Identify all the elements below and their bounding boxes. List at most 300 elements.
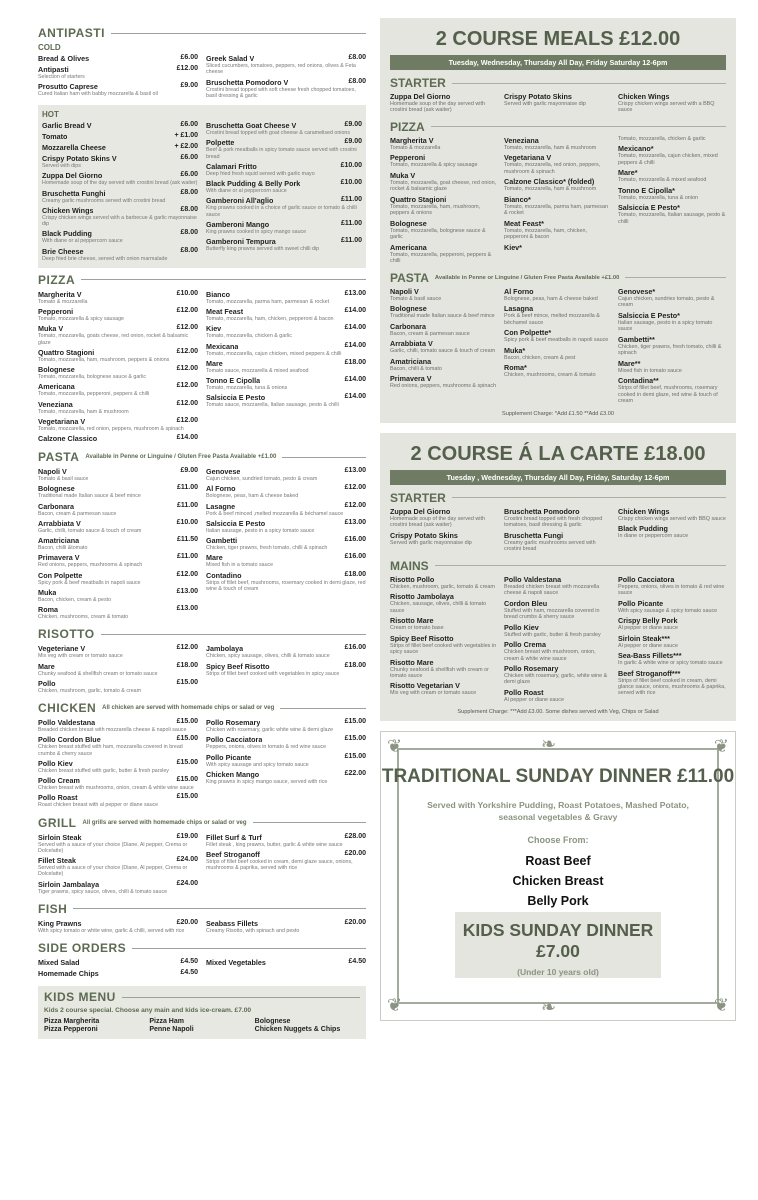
olive-branch-icon: ❦	[713, 736, 729, 757]
item-description: Served with a sauce of your choice (Diane, Al pepper, Crema or Dolcelatte)	[38, 865, 188, 878]
item-name: Bianco	[206, 289, 230, 299]
menu-item	[42, 206, 198, 228]
item-description: Creamy Risotto, with spinach and pesto	[206, 927, 300, 934]
item-name: Brie Cheese	[42, 246, 84, 256]
fish-section	[38, 902, 366, 936]
item-price: £10.00	[176, 518, 198, 526]
menu-item-row	[206, 718, 366, 727]
item-name: Sirloin Jambalaya	[38, 879, 100, 889]
section-note: Available in Penne or Linguine / Gluten Free Pasta Available +£1.00	[434, 274, 620, 281]
menu-item	[390, 92, 498, 114]
item-name: Risotto Mare	[390, 616, 434, 626]
item-description: Tomato, mozzarella, chicken & garlic	[206, 333, 292, 340]
item-price: £16.00	[344, 536, 366, 543]
choose-from-label: Choose From:	[527, 835, 589, 846]
menu-item	[618, 507, 726, 522]
item-name: Pollo Cacciatora	[206, 735, 263, 745]
item-name: Garlic Bread V	[42, 121, 92, 130]
menu-item	[504, 688, 612, 703]
item-description: Tomato, mozzarella, ham & mushroom	[504, 144, 597, 151]
item-description: With diane or al peppercorn sauce	[42, 238, 123, 245]
item-description: Peppers, onions, olives in tomato & red wine sauce	[618, 583, 725, 597]
menu-item	[206, 179, 362, 194]
section-title: GRILL	[38, 815, 77, 830]
menu-item	[206, 644, 366, 659]
menu-item-row	[42, 121, 198, 130]
item-description: Bacon, cream & parmesan sauce	[38, 510, 117, 517]
item-name: Amatriciana	[38, 536, 80, 545]
menu-item-row	[206, 162, 362, 171]
item-description: Pork & beef minced ,melted mozzarella & béchamel sauce	[206, 510, 344, 517]
item-name: Risotto Vegetarian V	[390, 681, 460, 691]
menu-item-row	[38, 644, 198, 653]
item-description: Tomato & basil sauce	[390, 295, 442, 302]
item-description: Strips of fillet beef cooked with vegetables in spicy sauce	[206, 670, 340, 677]
item-name: Bolognese	[390, 218, 427, 228]
item-description: Garlic, chilli, tomato sauce & touch of cream	[38, 527, 142, 534]
risotto-section	[38, 627, 366, 696]
divider	[73, 908, 366, 909]
item-description: Chicken with rosemary, garlic, white wine & demi glaze	[504, 672, 608, 686]
item-name: Spicy Beef Risotto	[206, 661, 270, 671]
item-name: Amatriciana	[390, 356, 432, 366]
menu-item	[206, 571, 366, 593]
menu-item-row	[206, 519, 366, 528]
set-menus	[380, 18, 736, 1021]
menu-item	[504, 136, 612, 151]
subsection-title: STARTER	[390, 76, 446, 90]
kids-menu-item: Pizza Margherita	[44, 1018, 100, 1025]
menu-column	[504, 92, 612, 116]
item-description: Strips of fillet beef, mushrooms, rosemary cooked in demi glaze, red wine & touch of cream	[206, 579, 366, 592]
menu-item-row	[38, 735, 198, 744]
menu-item	[38, 718, 198, 733]
menu-item	[618, 376, 726, 404]
item-name: Pepperoni	[390, 153, 426, 163]
item-description: Tomato & basil sauce	[38, 476, 89, 482]
item-description: Bacon, chilli & tomato	[390, 365, 442, 372]
menu-item-row	[206, 553, 366, 562]
menu-item-row	[206, 179, 362, 188]
item-description: Chicken, sausage, olives, chilli & tomato sauce	[390, 601, 487, 614]
item-name: Black Pudding & Belly Pork	[206, 179, 301, 188]
menu-item	[38, 856, 198, 878]
menu-item-row	[206, 919, 366, 928]
item-name: Americana	[38, 382, 75, 392]
item-price: £15.00	[344, 752, 366, 760]
menu-item	[206, 735, 366, 750]
menu-item	[206, 484, 366, 499]
item-description: Crispy chicken wings served with a barbecue & garlic mayonnaise dip	[42, 214, 197, 227]
subsection-title: PASTA	[390, 270, 429, 285]
menu-item	[38, 759, 198, 774]
item-price: £15.00	[344, 718, 366, 725]
item-description: Chicken, tiger prawns, fresh tomato, chilli & spinach	[206, 545, 328, 551]
item-description: Cream or tomato base	[390, 625, 444, 632]
menu-item-row	[42, 143, 198, 152]
item-description: Sliced cucumbers, tomatoes, peppers, red onions, olives & Feta cheese	[206, 63, 356, 76]
menu-item-row	[206, 502, 366, 511]
item-description: Tomato, mozzarella, cajun chicken, mixed peppers & chilli	[206, 350, 342, 357]
item-description: Chicken breast stuffed with ham, mozzarella covered in bread crumbs & cherry sauce	[38, 744, 183, 757]
menu-column	[390, 575, 498, 706]
item-price: £15.00	[176, 718, 198, 725]
menu-item	[38, 605, 198, 620]
item-price: £12.00	[176, 399, 198, 407]
olive-branch-icon: ❦	[387, 995, 403, 1016]
side-orders-section	[38, 941, 366, 980]
item-price: £8.00	[180, 205, 198, 213]
menu-item	[206, 196, 362, 218]
item-name: Pollo Picante	[206, 752, 252, 762]
menu-item-row	[38, 382, 198, 391]
menu-item	[504, 640, 612, 662]
item-price: £12.00	[176, 644, 198, 652]
olive-branch-icon: ❦	[713, 995, 729, 1016]
menu-column	[618, 507, 726, 555]
menu-item	[42, 121, 198, 130]
item-description: Italian sausage, pesto in a spicy tomato sauce	[618, 319, 713, 333]
item-name: Quattro Stagioni	[38, 347, 95, 357]
item-name: Pollo Picante	[618, 598, 664, 608]
item-price: £13.00	[176, 605, 198, 612]
menu-item	[504, 92, 612, 107]
item-description: Breaded chicken breast with mozzarella cheese & napoli sauce	[504, 583, 600, 597]
item-price: £18.00	[344, 661, 366, 669]
item-name: Beef Stroganoff***	[618, 668, 681, 678]
item-name: Fillet Steak	[38, 856, 76, 865]
availability-band: Tuesday, Wednesday, Thursday All Day, Friday Saturday 12-6pm	[390, 55, 726, 70]
item-description: Tomato, mozzarella & spicy sausage	[390, 162, 478, 169]
item-name: Risotto Mare	[390, 657, 434, 667]
pizza-section	[38, 273, 366, 445]
item-description: Chicken, mushroom, garlic, tomato & cream	[390, 583, 495, 590]
divider	[452, 497, 726, 498]
item-description: With spicy tomato or white wine, garlic & chilli, served with rice	[38, 927, 185, 934]
menu-item	[390, 634, 498, 656]
item-name: Prosutto Caprese	[38, 82, 98, 92]
item-name: Veneziana	[38, 399, 73, 409]
item-name: Salsiccia E Pesto*	[618, 310, 680, 320]
item-name: Pollo Kiev	[38, 758, 73, 768]
item-name: Bruschetta Pomodoro V	[206, 77, 289, 87]
menu-item	[504, 575, 612, 597]
item-price: £6.00	[180, 54, 198, 61]
menu-item	[38, 588, 198, 603]
menu-item	[206, 753, 366, 768]
item-description: Strips of fillet beef, mushrooms, rosemary cooked in demi glaze, red wine & touch of cream	[618, 385, 718, 405]
item-price: £14.00	[344, 376, 366, 383]
item-price: £15.00	[176, 793, 198, 801]
menu-item	[504, 219, 612, 241]
a-la-carte-panel	[380, 433, 736, 722]
item-name: Bruschetta Fungi	[504, 530, 564, 540]
item-description: Chicken with rosemary, garlic white wine & demi glaze	[206, 727, 334, 733]
item-description: Tomato, mozzarella, pepperoni, peppers & chilli	[390, 251, 492, 265]
item-name: Salsiccia E Pesto	[206, 518, 266, 528]
item-name: Genovese*	[618, 286, 656, 296]
item-name: Black Pudding	[42, 229, 92, 239]
menu-item	[206, 850, 366, 872]
item-description: Bacon, chilli &tomato	[38, 545, 88, 551]
item-description: Tomato sauce, mozzarella & mixed seafood	[206, 367, 309, 374]
item-description: Tomato, mozzarella & spicy sausage	[38, 316, 124, 322]
menu-item	[38, 290, 198, 305]
menu-item	[206, 162, 362, 177]
menu-item	[42, 132, 198, 141]
item-name: Muka	[38, 587, 57, 597]
item-price: £11.00	[176, 501, 198, 509]
menu-item	[38, 793, 198, 808]
item-name: Meat Feast*	[504, 218, 544, 228]
menu-item	[38, 65, 198, 80]
item-name: Napoli V	[38, 467, 67, 476]
section-title: PASTA	[38, 450, 80, 464]
menu-item	[504, 363, 612, 378]
menu-item	[618, 599, 726, 614]
item-description: Chunky seafood & shellfish cream or tomato sauce	[38, 670, 158, 677]
item-price: £11.50	[176, 536, 198, 543]
menu-item-row	[38, 679, 198, 688]
menu-column	[504, 287, 612, 407]
item-name: Kiev*	[504, 242, 522, 252]
menu-item	[390, 374, 498, 389]
item-description: Bolognese, peas, ham & cheese baked	[206, 493, 299, 500]
item-description: Red onions, peppers, mushrooms & spinach	[390, 383, 497, 390]
item-price: £10.00	[340, 161, 362, 169]
item-price: £24.00	[176, 856, 198, 863]
item-price: £6.00	[180, 171, 198, 179]
item-description: Bolognese, peas, ham & cheese baked	[504, 295, 598, 302]
item-description: Chunky seafood & shellfish with cream or tomato sauce	[390, 666, 489, 679]
item-description: Served with dips	[42, 163, 81, 169]
menu-item-row	[38, 65, 198, 74]
menu-column	[390, 287, 498, 407]
menu-item-row	[206, 662, 366, 671]
item-price: £13.00	[344, 289, 366, 297]
item-price: £8.00	[348, 54, 366, 61]
item-description: Tomato, mozzarella, tuna & onions	[206, 385, 288, 391]
item-description: Strips of fillet beef cooked in cream, demi glance sauce, onions, mushrooms & paprika, served with rice	[618, 677, 726, 697]
item-name: Con Polpette	[38, 570, 83, 580]
menu-item	[390, 507, 498, 529]
item-name: Contadina**	[618, 376, 659, 386]
item-name: Pepperoni	[38, 307, 74, 316]
menu-item	[38, 735, 198, 757]
grill-section	[38, 816, 366, 897]
item-price: £10.00	[176, 289, 198, 297]
item-price: £18.00	[176, 661, 198, 669]
menu-item-row	[206, 359, 366, 368]
menu-item-row	[206, 237, 362, 246]
menu-item	[38, 434, 198, 443]
item-name: Primavera V	[38, 553, 80, 563]
item-name: Mare	[38, 661, 55, 671]
kids-sunday-title: KIDS SUNDAY DINNER £7.00	[462, 920, 654, 962]
menu-item	[206, 307, 366, 322]
item-name: Pollo Cream	[38, 776, 80, 785]
menu-item	[390, 339, 498, 354]
menu-item	[504, 531, 612, 553]
item-name: Sea-Bass Fillets***	[618, 651, 682, 661]
menu-item	[206, 237, 362, 252]
item-name: Salsiccia E Pesto	[206, 393, 266, 403]
item-description: Spicy pork & beef meatballs in napoli sauce	[504, 337, 609, 344]
menu-item	[618, 651, 726, 666]
item-name: Muka*	[504, 345, 526, 355]
menu-item	[206, 121, 362, 136]
item-price: £16.00	[344, 644, 366, 652]
divider	[452, 83, 726, 84]
menu-item-row	[38, 856, 198, 865]
item-name: Sirloin Steak	[38, 832, 82, 842]
menu-item	[38, 400, 198, 415]
item-description: Traditional made Italian sauce & beef mince	[38, 493, 141, 500]
menu-item	[206, 553, 366, 568]
item-price: £4.50	[348, 958, 366, 965]
menu-item-row	[206, 121, 362, 130]
item-price: £15.00	[176, 735, 198, 743]
item-description: Italian sausage, pesto in a spicy tomato sauce	[206, 527, 315, 534]
divider	[101, 634, 366, 635]
item-description: Tomato & mozzarella	[390, 144, 441, 151]
item-description: Al pepper or diane sauce	[618, 625, 678, 632]
item-name: Mozzarella Cheese	[42, 143, 106, 152]
menu-item	[38, 662, 198, 677]
item-price: £13.00	[176, 587, 198, 595]
kids-menu-item: Chicken Nuggets & Chips	[254, 1026, 341, 1033]
menu-item	[618, 359, 726, 374]
item-name: Zuppa Del Giorno	[42, 171, 103, 181]
item-name: Crispy Potato Skins V	[42, 154, 117, 163]
menu-column	[618, 575, 726, 706]
item-price: £11.00	[340, 219, 362, 227]
menu-column	[390, 136, 498, 267]
sunday-option: Roast Beef	[525, 854, 591, 869]
item-name: Pollo Cacciatora	[618, 574, 675, 584]
item-name: Roma	[38, 605, 58, 614]
subsection-title: COLD	[38, 43, 61, 52]
menu-column	[618, 287, 726, 407]
item-name: Mare*	[618, 168, 638, 178]
item-name: Chicken Wings	[42, 205, 94, 215]
menu-item	[38, 880, 198, 895]
item-description: Stuffed with garlic, butter & fresh parsley	[504, 631, 601, 638]
section-note: All chicken are served with homemade chips or salad or veg	[102, 705, 275, 711]
olive-branch-icon: ❧	[541, 734, 557, 755]
item-price: £14.00	[344, 393, 366, 401]
item-description: King prawns cooked in spicy mango sauce	[206, 228, 307, 235]
item-name: Bianco*	[504, 194, 531, 204]
item-description: Tiger prawns, spicy sauce, olives, chilli & tomato sauce	[38, 888, 168, 895]
menu-item	[504, 243, 612, 252]
item-name: Gambetti**	[618, 334, 655, 344]
item-name: Bolognese	[38, 365, 75, 374]
item-price: £14.00	[344, 324, 366, 332]
item-name: Crispy Belly Pork	[618, 616, 678, 626]
item-name: Calzone Classico* (folded)	[504, 177, 595, 187]
item-name: Vegeteriane V	[38, 644, 86, 654]
menu-column	[504, 136, 612, 267]
menu-item	[38, 679, 198, 694]
chicken-section	[38, 701, 366, 811]
item-description: Creamy garlic mushrooms served with crostini bread	[42, 197, 166, 204]
menu-item-row	[206, 850, 366, 859]
section-note: All grills are served with homemade chips or salad or veg	[82, 819, 247, 826]
menu-item-row	[206, 376, 366, 385]
menu-item-row	[38, 958, 198, 967]
menu-item	[390, 171, 498, 193]
menu-item	[42, 171, 198, 186]
item-price: £8.00	[180, 188, 198, 196]
menu-item	[38, 969, 198, 978]
menu-item	[390, 243, 498, 265]
item-name: Seabass Fillets	[206, 918, 258, 928]
menu-item-row	[38, 553, 198, 562]
menu-item	[38, 54, 198, 63]
menu-item-row	[38, 536, 198, 545]
menu-item	[504, 153, 612, 175]
two-course-meals-panel	[380, 18, 736, 423]
item-description: Cajun chicken, sundries tomato, pesto & cream	[618, 295, 715, 309]
menu-item	[38, 382, 198, 397]
menu-item-row	[42, 171, 198, 180]
item-name: Chicken Wings	[618, 92, 670, 101]
menu-item	[206, 718, 366, 733]
item-name: Pollo Roast	[38, 793, 78, 803]
item-name: Margherita V	[38, 289, 82, 299]
menu-item-row	[206, 571, 366, 580]
menu-item	[38, 417, 198, 432]
item-price: £8.00	[180, 229, 198, 237]
item-name: Risotto Jambolaya	[390, 592, 454, 602]
divider	[282, 457, 366, 458]
item-name: Pollo Kiev	[504, 622, 539, 632]
menu-item-row	[206, 753, 366, 762]
menu-item	[38, 467, 198, 482]
menu-item-row	[38, 324, 198, 333]
menu-item	[38, 484, 198, 499]
menu-item	[618, 144, 726, 166]
item-price: £19.00	[176, 832, 198, 840]
menu-item-row	[206, 393, 366, 402]
menu-item	[504, 664, 612, 686]
item-description: Homemade soup of the day served with crostini bread (ask waiter)	[42, 180, 198, 187]
item-price: £18.00	[344, 570, 366, 578]
menu-item-row	[42, 132, 198, 141]
menu-item	[504, 287, 612, 302]
item-name: Arrabbiata V	[390, 339, 433, 349]
panel-title: 2 COURSE MEALS £12.00	[435, 28, 681, 50]
item-name: Pollo Roast	[504, 687, 544, 697]
kids-menu-item: Bolognese	[254, 1018, 291, 1025]
menu-item	[504, 623, 612, 638]
menu-item-row	[206, 536, 366, 545]
item-name: Arrabbiata V	[38, 518, 81, 528]
subsection-title: MAINS	[390, 558, 429, 573]
menu-item	[618, 136, 726, 142]
menu-item-row	[42, 154, 198, 163]
menu-item	[38, 644, 198, 659]
section-title: FISH	[38, 901, 68, 916]
item-description: Chicken, mushroom, garlic, tomato & cream	[38, 687, 142, 694]
item-price: £12.00	[176, 416, 198, 424]
menu-item	[390, 681, 498, 696]
item-name: Mare	[206, 553, 223, 563]
item-price: £12.00	[344, 484, 366, 492]
item-name: Salsiccia E Pesto*	[618, 203, 680, 213]
sunday-option: Chicken Breast	[512, 874, 604, 889]
